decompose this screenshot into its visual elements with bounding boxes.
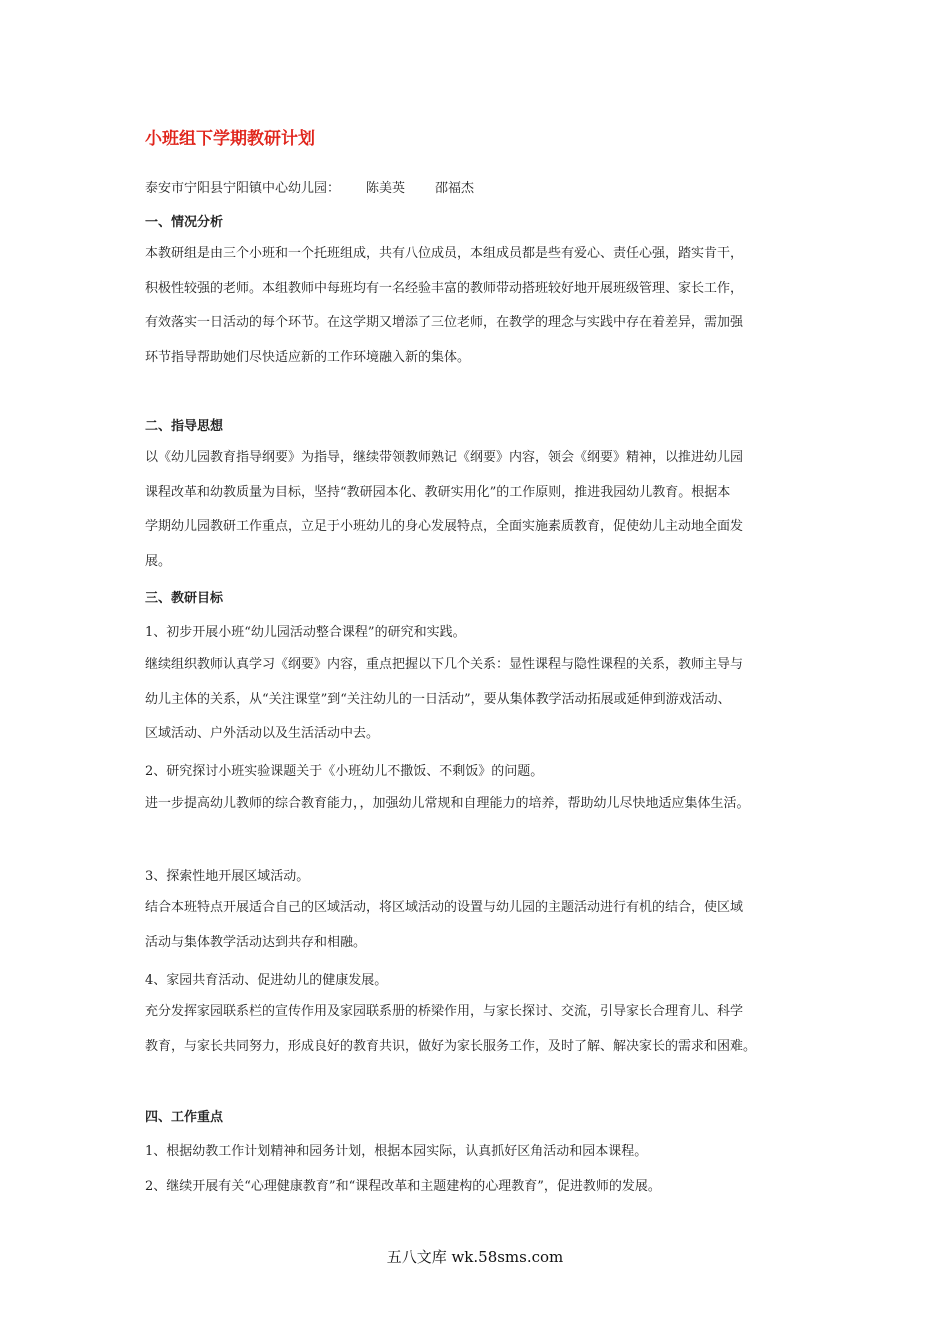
paragraph-line: 充分发挥家园联系栏的宣传作用及家园联系册的桥梁作用，与家长探讨、交流，引导家长合理育儿、科学	[145, 1004, 744, 1019]
section-body-guiding-thought	[145, 441, 825, 579]
section-heading-guiding-thought: 二、指导思想	[145, 419, 224, 434]
document-title: 小班组下学期教研计划	[145, 129, 315, 149]
paragraph-line: 区域活动、户外活动以及生活活动中去。	[145, 726, 380, 741]
footer-watermark: 五八文库 wk.58sms.com	[386, 1248, 564, 1266]
paragraph-line: 积极性较强的老师。本组教师中每班均有一名经验丰富的教师带动搭班较好地开展班级管理、家长工作，	[145, 280, 744, 296]
work-focus-item-2: 2、继续开展有关“心理健康教育”和“课程改革和主题建构的心理教育”，促进教师的发展。	[145, 1179, 661, 1194]
goal-1-body	[145, 648, 825, 752]
section-heading-research-goals: 三、教研目标	[145, 591, 224, 606]
section-body-situation	[145, 237, 825, 375]
section-heading-work-focus: 四、工作重点	[145, 1110, 224, 1125]
paragraph-line: 结合本班特点开展适合自己的区域活动，将区域活动的设置与幼儿园的主题活动进行有机的结合，使区域	[145, 900, 744, 915]
author-name-1: 陈美英	[366, 181, 406, 196]
paragraph-line: 活动与集体教学活动达到共存和相融。	[145, 934, 367, 950]
institution-name: 泰安市宁阳县宁阳镇中心幼儿园：	[145, 181, 341, 196]
paragraph-line: 继续组织教师认真学习《纲要》内容，重点把握以下几个关系：显性课程与隐性课程的关系，教师主导与	[145, 657, 744, 672]
goal-4-body	[145, 995, 825, 1064]
author-line	[145, 177, 474, 196]
goal-3-title: 3、探索性地开展区域活动。	[145, 869, 310, 884]
paragraph-line: 以《幼儿园教育指导纲要》为指导，继续带领教师熟记《纲要》内容，领会《纲要》精神，以推进幼儿园	[145, 450, 744, 465]
paragraph-line: 教育，与家长共同努力，形成良好的教育共识，做好为家长服务工作，及时了解、解决家长的需求和困难。	[145, 1038, 757, 1054]
work-focus-item-1: 1、根据幼教工作计划精神和园务计划，根据本园实际，认真抓好区角活动和园本课程。	[145, 1144, 648, 1159]
paragraph-line: 环节指导帮助她们尽快适应新的工作环境融入新的集体。	[145, 349, 471, 365]
paragraph-line: 展。	[145, 553, 172, 569]
section-heading-situation: 一、情况分析	[145, 215, 224, 230]
paragraph-line: 幼儿主体的关系，从“关注课堂”到“关注幼儿的一日活动”，要从集体教学活动拓展或延伸到游戏活动、	[145, 691, 731, 707]
paragraph-line: 有效落实一日活动的每个环节。在这学期又增添了三位老师，在教学的理念与实践中存在着差异，需加强	[145, 315, 744, 330]
paragraph-line: 本教研组是由三个小班和一个托班组成，共有八位成员，本组成员都是些有爱心、责任心强，踏实肯干，	[145, 246, 744, 261]
author-name-2: 邵福杰	[435, 181, 475, 196]
goal-2-body	[145, 787, 825, 822]
goal-4-title: 4、家园共育活动、促进幼儿的健康发展。	[145, 973, 388, 988]
paragraph-line: 进一步提高幼儿教师的综合教育能力，，加强幼儿常规和自理能力的培养，帮助幼儿尽快地适应集体生活。	[145, 796, 750, 811]
goal-2-title: 2、研究探讨小班实验课题关于《小班幼儿不撒饭、不剩饭》的问题。	[145, 764, 544, 779]
goal-3-body	[145, 891, 825, 960]
goal-1-title: 1、初步开展小班“幼儿园活动整合课程”的研究和实践。	[145, 625, 466, 640]
paragraph-line: 学期幼儿园教研工作重点，立足于小班幼儿的身心发展特点，全面实施素质教育，促使幼儿主动地全面发	[145, 519, 744, 534]
paragraph-line: 课程改革和幼教质量为目标，坚持“教研园本化、教研实用化”的工作原则，推进我园幼儿教育。根据本	[145, 484, 731, 500]
